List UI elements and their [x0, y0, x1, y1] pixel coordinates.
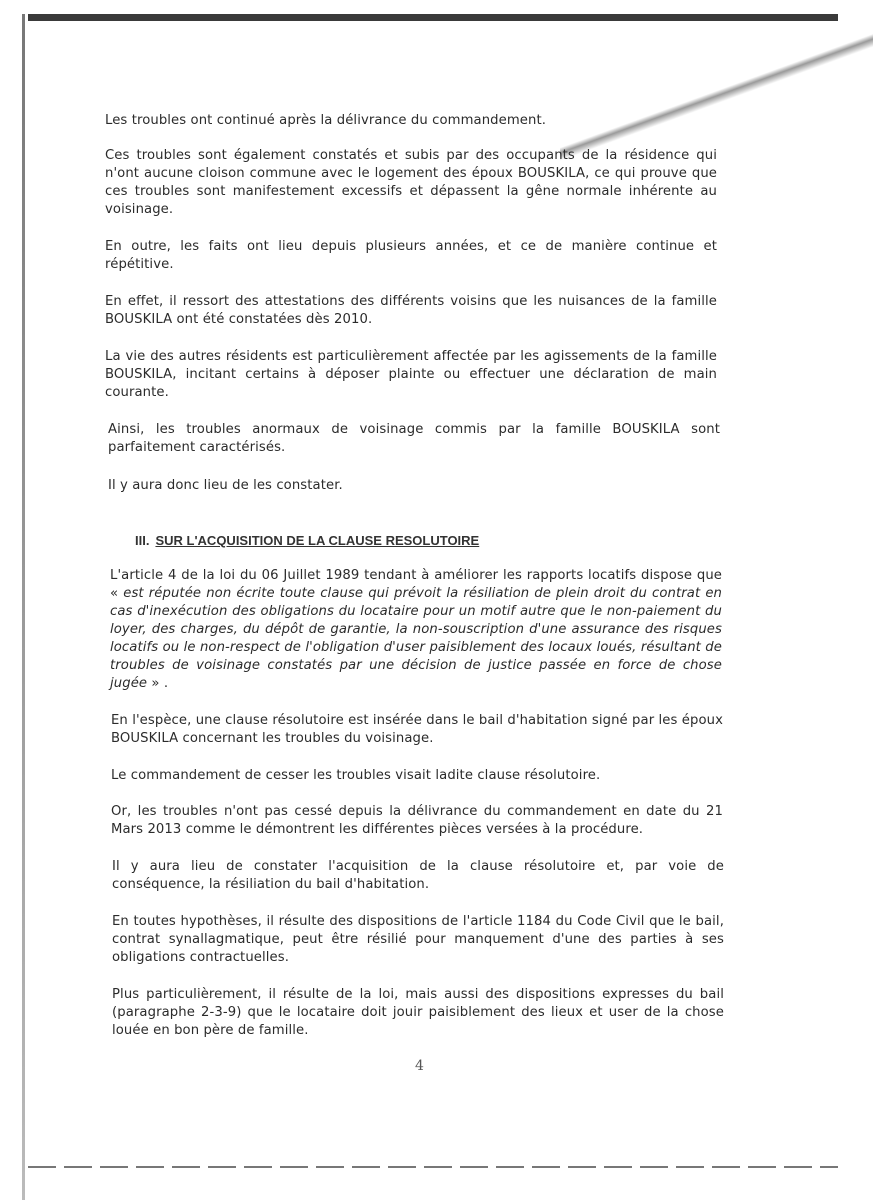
paragraph-article-4: [110, 567, 722, 693]
page-number: 4: [415, 1058, 424, 1074]
paragraph-residents-affected: La vie des autres résidents est particulièrement affectée par les agissements de la famille BOUSKILA, incitant certains à déposer plainte ou effectuer une déclaration de main courante.: [105, 349, 717, 400]
article-quote: est réputée non écrite toute clause qui prévoit la résiliation de plein droit du contrat en cas d'inexécution des obligations du locataire pour un motif autre que le non-paiement du loyer, des charges, du dépôt de garantie, la non-souscription d'une assurance des risques locatifs ou le non-respect de l'obligation d'user paisiblement des locaux loués, résultant de troubles de voisinage constatés par une décision de justice passée en force de chose jugée: [110, 586, 722, 691]
paragraph-en-l-espece: En l'espèce, une clause résolutoire est insérée dans le bail d'habitation signé par les époux BOUSKILA concernant les troubles du voisinage.: [111, 713, 723, 746]
paragraph-paisiblement: Plus particulièrement, il résulte de la loi, mais aussi des dispositions expresses du bail (paragraphe 2-3-9) que le locataire doit jouir paisiblement des lieux et user de la chose louée en bon père de famille.: [112, 987, 724, 1038]
article-intro: L'article 4 de la loi du 06 Juillet 1989 tendant à améliorer les rapports locatifs dispose que «: [110, 568, 722, 601]
section-number: III.: [135, 533, 150, 548]
article-outro: » .: [147, 676, 169, 691]
section-title: SUR L'ACQUISITION DE LA CLAUSE RESOLUTOIRE: [155, 533, 480, 548]
section-heading-iii: [135, 532, 479, 550]
paragraph-attestations: En effet, il ressort des attestations des différents voisins que les nuisances de la famille BOUSKILA ont été constatées dès 2010.: [105, 294, 717, 327]
paragraph-several-years: En outre, les faits ont lieu depuis plusieurs années, et ce de manière continue et répétitive.: [105, 239, 717, 272]
paragraph-article-1184: En toutes hypothèses, il résulte des dispositions de l'article 1184 du Code Civil que le bail, contrat synallagmatique, peut être résilié pour manquement d'une des parties à ses obligations contractuelles.: [112, 914, 724, 965]
paragraph-other-occupants: Ces troubles sont également constatés et subis par des occupants de la résidence qui n'ont aucune cloison commune avec le logement des époux BOUSKILA, ce qui prouve que ces troubles sont manifestement excessifs et dépassent la gêne normale inhérente au voisinage.: [105, 148, 717, 217]
paragraph-commandement: Le commandement de cesser les troubles visait ladite clause résolutoire.: [111, 768, 601, 783]
paragraph-acquisition-clause: Il y aura lieu de constater l'acquisition de la clause résolutoire et, par voie de conséquence, la résiliation du bail d'habitation.: [112, 859, 724, 892]
paragraph-troubles-continued: Les troubles ont continué après la délivrance du commandement.: [105, 113, 547, 128]
paragraph-troubles-characterised: Ainsi, les troubles anormaux de voisinage commis par la famille BOUSKILA sont parfaitement caractérisés.: [108, 422, 720, 455]
paragraph-to-be-noted: Il y aura donc lieu de les constater.: [108, 478, 343, 493]
paragraph-troubles-not-ceased: Or, les troubles n'ont pas cessé depuis la délivrance du commandement en date du 21 Mars 2013 comme le démontrent les différentes pièces versées à la procédure.: [111, 804, 723, 837]
